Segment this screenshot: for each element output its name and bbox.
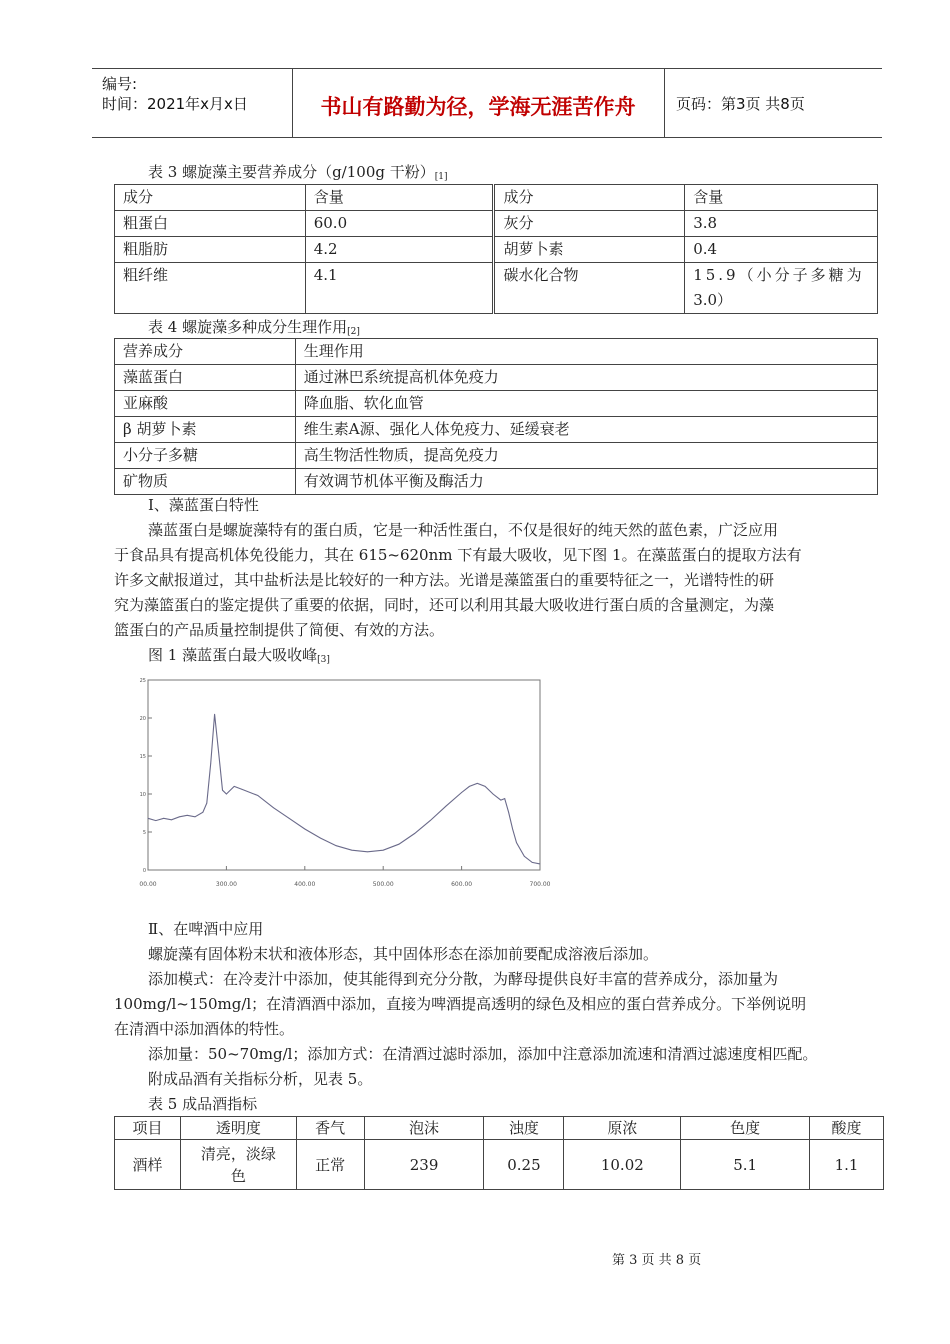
table3-ref: [1] bbox=[434, 172, 448, 182]
table5 bbox=[114, 1116, 884, 1190]
table-header-cell: 香气 bbox=[296, 1117, 364, 1140]
y-tick-label: 5 bbox=[142, 830, 146, 836]
table-header-cell: 营养成分 bbox=[115, 339, 296, 365]
table-cell: 胡萝卜素 bbox=[494, 237, 685, 263]
data-point bbox=[210, 763, 211, 764]
table-cell: 60.0 bbox=[305, 211, 494, 237]
x-tick-label: 00.00 bbox=[139, 881, 157, 888]
figure-caption bbox=[148, 645, 330, 670]
page-info: 页码：第3页 共8页 bbox=[676, 95, 805, 113]
table-row bbox=[115, 185, 878, 211]
data-point bbox=[187, 815, 188, 816]
data-point bbox=[218, 752, 219, 753]
table-cell: 粗脂肪 bbox=[115, 237, 306, 263]
table-cell: 239 bbox=[364, 1140, 484, 1190]
data-point bbox=[163, 818, 164, 819]
data-point bbox=[336, 845, 337, 846]
paragraph-line: 于食品具有提高机体免役能力，其在 615~620nm 下有最大吸收，见下图 1。在藻蓝蛋白的提取方法有 bbox=[114, 546, 802, 564]
table-cell: 小分子多糖 bbox=[115, 443, 296, 469]
header-center-cell bbox=[292, 69, 665, 137]
table-cell: 粗纤维 bbox=[115, 263, 306, 314]
table-cell-line: 15.9（小分子多糖为 bbox=[693, 266, 865, 284]
table-row bbox=[115, 339, 878, 365]
spectrum-line bbox=[148, 714, 540, 864]
table3 bbox=[114, 184, 878, 314]
data-point bbox=[540, 864, 541, 865]
data-point bbox=[195, 816, 196, 817]
footer-page-number: 第 3 页 共 8 页 bbox=[612, 1253, 702, 1268]
time-label: 时间：2021年x月x日 bbox=[102, 95, 248, 113]
table-cell-line: 色 bbox=[230, 1166, 246, 1185]
table4-caption-text: 表 4 螺旋藻多种成分生理作用 bbox=[148, 318, 348, 336]
table-cell: 1.1 bbox=[810, 1140, 884, 1190]
table-cell: 藻蓝蛋白 bbox=[115, 365, 296, 391]
table5-caption: 表 5 成品酒指标 bbox=[148, 1095, 258, 1113]
data-point bbox=[383, 850, 384, 851]
table-cell: β 胡萝卜素 bbox=[115, 417, 296, 443]
data-point bbox=[504, 798, 505, 799]
table-cell-line: 3.0） bbox=[693, 291, 733, 309]
y-tick-label: 15 bbox=[139, 754, 146, 760]
table-cell: 酒样 bbox=[115, 1140, 181, 1190]
table-cell: 4.2 bbox=[305, 237, 494, 263]
data-point bbox=[532, 862, 533, 863]
section1-heading: Ⅰ、藻蓝蛋白特性 bbox=[148, 496, 259, 514]
data-point bbox=[320, 838, 321, 839]
data-point bbox=[493, 794, 494, 795]
data-point bbox=[304, 829, 305, 830]
table-cell: 5.1 bbox=[681, 1140, 810, 1190]
table-header-cell: 透明度 bbox=[180, 1117, 296, 1140]
table-cell: 有效调节机体平衡及酶活力 bbox=[295, 469, 877, 495]
data-point bbox=[257, 795, 258, 796]
table-cell-line: 清亮，淡绿 bbox=[200, 1144, 276, 1163]
data-point bbox=[289, 818, 290, 819]
table-row bbox=[115, 1140, 884, 1190]
data-point bbox=[469, 786, 470, 787]
data-point bbox=[477, 783, 478, 784]
table-cell: 通过淋巴系统提高机体免疫力 bbox=[295, 365, 877, 391]
table4 bbox=[114, 338, 878, 495]
data-point bbox=[430, 820, 431, 821]
paragraph-line: 添加模式：在冷麦汁中添加，使其能得到充分分散，为酵母提供良好丰富的营养成分，添加量为 bbox=[148, 970, 779, 988]
table-row bbox=[115, 391, 878, 417]
table-cell bbox=[180, 1140, 296, 1190]
data-point bbox=[398, 844, 399, 845]
table-header-cell: 含量 bbox=[305, 185, 494, 211]
header-left-cell bbox=[92, 69, 293, 137]
table-row bbox=[115, 469, 878, 495]
x-tick-label: 400.00 bbox=[294, 881, 316, 888]
table-header-cell: 浊度 bbox=[484, 1117, 564, 1140]
data-point bbox=[446, 806, 447, 807]
data-point bbox=[414, 833, 415, 834]
data-point bbox=[351, 850, 352, 851]
table-header-cell: 生理作用 bbox=[295, 339, 877, 365]
data-point bbox=[155, 820, 156, 821]
table-cell: 灰分 bbox=[494, 211, 685, 237]
header-motto: 书山有路勤为径，学海无涯苦作舟 bbox=[320, 95, 636, 119]
data-point bbox=[516, 842, 517, 843]
table-header-cell: 酸度 bbox=[810, 1117, 884, 1140]
paragraph-line: 螺旋藻有固体粉末状和液体形态，其中固体形态在添加前要配成溶液后添加。 bbox=[148, 945, 659, 963]
table-cell: 10.02 bbox=[564, 1140, 681, 1190]
x-tick-label: 700.00 bbox=[529, 881, 551, 888]
table-row bbox=[115, 443, 878, 469]
table-cell: 矿物质 bbox=[115, 469, 296, 495]
table-cell: 粗蛋白 bbox=[115, 211, 306, 237]
data-point bbox=[508, 812, 509, 813]
table-row bbox=[115, 1117, 884, 1140]
table-row bbox=[115, 211, 878, 237]
paragraph-line: 添加量：50~70mg/l；添加方式：在清酒过滤时添加，添加中注意添加流速和清酒过滤速度相匹配。 bbox=[148, 1045, 818, 1063]
data-point bbox=[222, 790, 223, 791]
data-point bbox=[234, 786, 235, 787]
table-cell: 碳水化合物 bbox=[494, 263, 685, 314]
header-right-cell bbox=[664, 69, 882, 137]
data-point bbox=[179, 816, 180, 817]
table-header-cell: 项目 bbox=[115, 1117, 181, 1140]
x-tick-label: 300.00 bbox=[215, 881, 237, 888]
paragraph-line: 在清酒中添加酒体的特性。 bbox=[114, 1020, 295, 1038]
data-point bbox=[214, 714, 215, 715]
y-tick-label: 0 bbox=[142, 868, 146, 874]
data-point bbox=[202, 812, 203, 813]
table-cell: 0.4 bbox=[685, 237, 878, 263]
table-header-cell: 成分 bbox=[494, 185, 685, 211]
y-tick-label: 25 bbox=[139, 678, 146, 684]
data-point bbox=[512, 829, 513, 830]
table-cell: 3.8 bbox=[685, 211, 878, 237]
table4-ref: [2] bbox=[347, 327, 360, 337]
table-header-cell: 成分 bbox=[115, 185, 306, 211]
table-cell: 0.25 bbox=[484, 1140, 564, 1190]
table-row bbox=[115, 365, 878, 391]
data-point bbox=[206, 803, 207, 804]
table-header-cell: 原浓 bbox=[564, 1117, 681, 1140]
table-header-cell: 泡沫 bbox=[364, 1117, 484, 1140]
data-point bbox=[524, 856, 525, 857]
paragraph-line: 100mg/l~150mg/l；在清酒酒中添加，直接为啤酒提高透明的绿色及相应的蛋白营养成分。下举例说明 bbox=[114, 995, 807, 1013]
table-header-cell: 含量 bbox=[685, 185, 878, 211]
y-tick-label: 10 bbox=[139, 792, 146, 798]
data-point bbox=[367, 851, 368, 852]
data-point bbox=[171, 819, 172, 820]
paragraph-line: 许多文献报道过，其中盐析法是比较好的一种方法。光谱是藻篮蛋白的重要特征之一，光谱特性的研 bbox=[114, 571, 775, 589]
table-cell bbox=[685, 263, 878, 314]
table-cell: 4.1 bbox=[305, 263, 494, 314]
paragraph-line: 附成品酒有关指标分析，见表 5。 bbox=[148, 1070, 373, 1088]
data-point bbox=[148, 818, 149, 819]
table-cell: 维生素A源、强化人体免疫力、延缓衰老 bbox=[295, 417, 877, 443]
absorption-spectrum-chart bbox=[138, 672, 551, 894]
paragraph-line: 篮蛋白的产品质量控制提供了简便、有效的方法。 bbox=[114, 621, 445, 639]
paragraph-line: 究为藻篮蛋白的鉴定提供了重要的依据，同时，还可以利用其最大吸收进行蛋白质的含量测定，为藻 bbox=[114, 596, 775, 614]
y-tick-label: 20 bbox=[139, 716, 146, 722]
figure-ref: [3] bbox=[317, 655, 330, 665]
section2-heading: Ⅱ、在啤酒中应用 bbox=[148, 920, 264, 938]
table-cell: 高生物活性物质，提高免疫力 bbox=[295, 443, 877, 469]
x-tick-label: 600.00 bbox=[451, 881, 473, 888]
data-point bbox=[226, 794, 227, 795]
data-point bbox=[273, 807, 274, 808]
table-header-cell: 色度 bbox=[681, 1117, 810, 1140]
x-tick-label: 500.00 bbox=[372, 881, 394, 888]
serial-label: 编号: bbox=[102, 75, 138, 93]
table-cell: 正常 bbox=[296, 1140, 364, 1190]
table-row bbox=[115, 417, 878, 443]
data-point bbox=[242, 789, 243, 790]
paragraph-line: 藻蓝蛋白是螺旋藻特有的蛋白质，它是一种活性蛋白，不仅是很好的纯天然的蓝色素，广泛应用 bbox=[148, 521, 779, 539]
table-cell: 降血脂、软化血管 bbox=[295, 391, 877, 417]
data-point bbox=[500, 800, 501, 801]
table-cell: 亚麻酸 bbox=[115, 391, 296, 417]
table-row bbox=[115, 237, 878, 263]
table3-caption-text: 表 3 螺旋藻主要营养成分（g/100g 干粉） bbox=[148, 163, 435, 181]
data-point bbox=[485, 786, 486, 787]
table-row bbox=[115, 263, 878, 314]
page-header bbox=[92, 68, 882, 138]
data-point bbox=[461, 792, 462, 793]
figure-caption-text: 图 1 藻蓝蛋白最大吸收峰 bbox=[148, 646, 318, 664]
plot-frame bbox=[148, 680, 540, 870]
